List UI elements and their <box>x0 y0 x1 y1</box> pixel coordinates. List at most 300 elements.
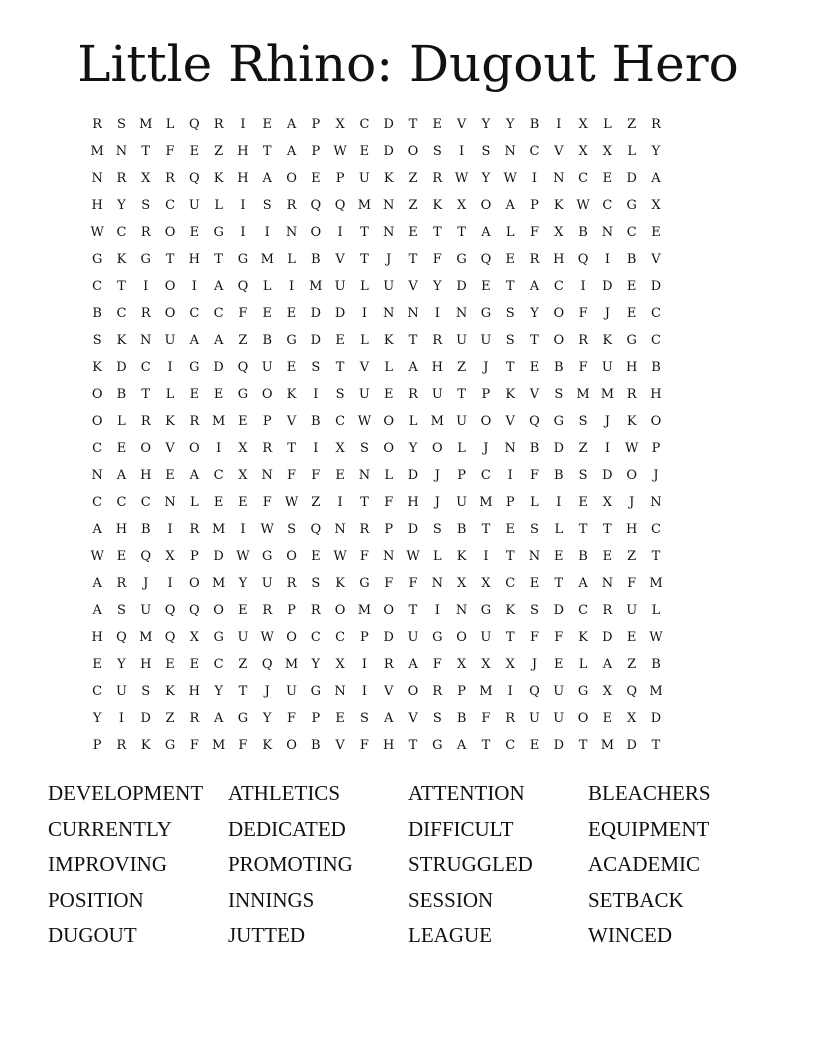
grid-letter: L <box>505 225 515 240</box>
grid-letter: W <box>90 225 104 240</box>
grid-letter: B <box>651 360 661 375</box>
grid-letter: T <box>432 225 442 240</box>
grid-letter: U <box>553 711 565 726</box>
grid-row <box>85 408 733 435</box>
grid-letter: O <box>91 387 103 402</box>
grid-letter: T <box>578 738 588 753</box>
grid-letter: V <box>456 117 467 132</box>
grid-letter: M <box>357 198 372 213</box>
grid-letter: B <box>311 252 321 267</box>
grid-letter: F <box>384 576 394 591</box>
grid-letter: A <box>286 117 297 132</box>
grid-row <box>85 327 733 354</box>
grid-letter: B <box>578 225 588 240</box>
word-list-item: ATHLETICS <box>228 781 340 805</box>
grid-letter: S <box>359 711 369 726</box>
grid-letter: D <box>553 603 564 618</box>
grid-letter: Y <box>311 657 321 672</box>
grid-letter: O <box>626 468 638 483</box>
grid-letter: P <box>92 738 102 753</box>
grid-letter: I <box>459 144 465 159</box>
grid-letter: R <box>140 414 151 429</box>
grid-letter: E <box>481 279 491 294</box>
grid-letter: N <box>504 441 516 456</box>
grid-letter: O <box>480 198 492 213</box>
grid-letter: K <box>213 171 224 186</box>
grid-letter: H <box>650 387 662 402</box>
grid-letter: P <box>384 522 394 537</box>
grid-letter: W <box>454 171 469 186</box>
grid-letter: S <box>141 198 151 213</box>
grid-letter: Y <box>651 144 661 159</box>
grid-letter: Z <box>311 495 321 510</box>
grid-letter: C <box>92 441 103 456</box>
grid-letter: U <box>286 684 297 699</box>
grid-letter: N <box>164 495 176 510</box>
grid-letter: F <box>529 225 539 240</box>
grid-letter: C <box>92 684 103 699</box>
grid-letter: P <box>360 630 369 645</box>
grid-letter: U <box>358 171 370 186</box>
grid-letter: J <box>629 495 635 510</box>
grid-letter: S <box>311 576 321 591</box>
grid-letter: P <box>481 387 491 402</box>
grid-letter: P <box>189 549 199 564</box>
grid-letter: M <box>600 387 615 402</box>
grid-letter: R <box>505 711 516 726</box>
grid-letter: T <box>214 252 223 267</box>
word-list-item: WINCED <box>588 923 672 947</box>
grid-letter: E <box>626 279 637 294</box>
grid-letter: G <box>310 684 322 699</box>
grid-letter: I <box>361 306 367 321</box>
grid-letter: Q <box>529 414 540 429</box>
grid-letter: E <box>238 495 248 510</box>
grid-letter: V <box>359 360 370 375</box>
grid-letter: D <box>383 144 394 159</box>
grid-letter: S <box>116 603 126 618</box>
grid-letter: C <box>116 225 127 240</box>
grid-letter: E <box>602 549 613 564</box>
grid-letter: M <box>139 117 153 132</box>
grid-letter: O <box>310 225 322 240</box>
grid-letter: F <box>311 468 321 483</box>
grid-letter: P <box>287 603 296 618</box>
word-list-item: PROMOTING <box>228 852 353 876</box>
grid-letter: E <box>189 225 200 240</box>
grid-letter: O <box>286 630 297 645</box>
grid-letter: N <box>528 549 541 564</box>
grid-letter: D <box>602 279 613 294</box>
grid-letter: D <box>650 711 662 726</box>
grid-letter: R <box>213 117 224 132</box>
grid-letter: O <box>189 441 200 456</box>
grid-letter: C <box>140 360 151 375</box>
word-list-item: EQUIPMENT <box>588 816 710 841</box>
grid-row <box>85 489 733 516</box>
grid-letter: U <box>553 684 565 699</box>
grid-letter: N <box>358 468 371 483</box>
grid-letter: C <box>602 198 613 213</box>
grid-letter: E <box>238 603 248 618</box>
grid-letter: X <box>456 198 467 213</box>
grid-letter: F <box>408 576 418 591</box>
grid-letter: Y <box>262 711 272 726</box>
grid-letter: C <box>578 603 589 618</box>
grid-letter: R <box>432 171 443 186</box>
grid-letter: M <box>649 684 663 699</box>
grid-letter: M <box>357 603 372 618</box>
grid-letter: X <box>141 171 151 186</box>
grid-letter: F <box>262 495 272 510</box>
grid-letter: A <box>213 333 224 348</box>
grid-letter: D <box>602 468 613 483</box>
grid-letter: C <box>335 630 346 645</box>
grid-letter: U <box>358 387 370 402</box>
grid-letter: D <box>383 630 394 645</box>
grid-letter: C <box>213 306 224 321</box>
grid-letter: K <box>165 684 175 699</box>
grid-letter: C <box>165 198 176 213</box>
grid-letter: I <box>556 117 562 132</box>
grid-letter: M <box>309 279 323 294</box>
grid-letter: I <box>313 387 319 402</box>
grid-letter: E <box>335 468 345 483</box>
grid-letter: X <box>335 441 345 456</box>
grid-letter: E <box>505 522 515 537</box>
grid-letter: W <box>406 549 420 564</box>
grid-letter: U <box>261 576 273 591</box>
grid-letter: O <box>383 414 395 429</box>
grid-letter: C <box>92 495 103 510</box>
grid-letter: B <box>116 387 127 402</box>
grid-letter: G <box>237 711 249 726</box>
grid-letter: R <box>116 171 127 186</box>
grid-letter: L <box>432 549 442 564</box>
grid-row <box>85 624 733 651</box>
grid-letter: I <box>240 522 246 537</box>
grid-letter: F <box>578 360 588 375</box>
grid-letter: Q <box>480 252 492 267</box>
grid-letter: V <box>651 252 661 267</box>
grid-row <box>85 165 733 192</box>
grid-letter: G <box>432 630 443 645</box>
grid-row <box>85 678 733 705</box>
grid-letter: E <box>165 468 175 483</box>
grid-letter: N <box>91 468 103 483</box>
grid-letter: Q <box>189 117 200 132</box>
word-list-item: DIFFICULT <box>408 816 514 841</box>
letter-grid <box>85 111 733 759</box>
grid-letter: B <box>311 414 321 429</box>
grid-letter: S <box>530 603 539 618</box>
grid-letter: K <box>456 549 467 564</box>
grid-letter: N <box>115 144 128 159</box>
grid-letter: J <box>483 441 489 456</box>
grid-letter: K <box>505 387 516 402</box>
grid-letter: S <box>505 306 515 321</box>
grid-letter: T <box>408 603 418 618</box>
word-list-item: LEAGUE <box>408 923 492 947</box>
grid-letter: G <box>237 387 249 402</box>
grid-letter: U <box>140 603 152 618</box>
grid-letter: D <box>626 738 637 753</box>
grid-letter: I <box>264 225 270 240</box>
grid-letter: M <box>479 684 493 699</box>
grid-letter: O <box>213 603 224 618</box>
grid-letter: A <box>651 171 661 186</box>
grid-letter: A <box>505 198 515 213</box>
grid-letter: L <box>117 414 126 429</box>
grid-letter: H <box>626 522 638 537</box>
grid-letter: E <box>116 549 127 564</box>
grid-letter: Q <box>164 603 176 618</box>
grid-letter: F <box>238 738 248 753</box>
grid-letter: T <box>651 549 661 564</box>
grid-letter: S <box>311 360 321 375</box>
grid-letter: S <box>505 333 515 348</box>
grid-row <box>85 543 733 570</box>
grid-letter: H <box>237 171 249 186</box>
grid-letter: M <box>479 495 493 510</box>
grid-letter: S <box>92 333 102 348</box>
grid-letter: T <box>408 117 418 132</box>
grid-letter: G <box>213 630 224 645</box>
grid-letter: A <box>602 657 613 672</box>
grid-letter: V <box>286 414 297 429</box>
grid-letter: C <box>335 414 346 429</box>
grid-row <box>85 138 733 165</box>
grid-letter: R <box>286 198 297 213</box>
grid-letter: X <box>602 144 613 159</box>
grid-letter: H <box>140 468 152 483</box>
grid-letter: E <box>408 225 418 240</box>
grid-letter: L <box>384 360 394 375</box>
grid-letter: B <box>554 360 564 375</box>
grid-letter: R <box>286 576 297 591</box>
grid-letter: X <box>578 117 588 132</box>
grid-letter: I <box>118 711 125 726</box>
grid-letter: E <box>602 711 613 726</box>
grid-letter: R <box>262 441 273 456</box>
grid-letter: L <box>360 279 369 294</box>
grid-letter: I <box>337 495 343 510</box>
grid-letter: C <box>626 225 637 240</box>
grid-letter: I <box>240 198 246 213</box>
grid-letter: S <box>578 414 588 429</box>
grid-letter: A <box>262 171 272 186</box>
grid-letter: C <box>92 279 103 294</box>
grid-letter: C <box>505 576 516 591</box>
grid-letter: Y <box>214 684 223 699</box>
grid-letter: T <box>408 333 418 348</box>
grid-letter: I <box>167 576 173 591</box>
grid-letter: R <box>189 711 200 726</box>
grid-letter: I <box>531 171 538 186</box>
grid-letter: K <box>578 630 588 645</box>
grid-letter: Z <box>238 333 248 348</box>
grid-letter: M <box>139 630 153 645</box>
grid-letter: H <box>237 144 249 159</box>
grid-letter: D <box>383 117 394 132</box>
grid-letter: N <box>334 522 346 537</box>
grid-letter: A <box>92 603 102 618</box>
grid-letter: G <box>626 198 637 213</box>
grid-letter: I <box>313 441 319 456</box>
grid-letter: G <box>456 252 467 267</box>
grid-letter: T <box>578 522 588 537</box>
grid-letter: E <box>335 711 345 726</box>
grid-row <box>85 435 733 462</box>
grid-letter: N <box>431 576 443 591</box>
grid-letter: B <box>626 252 637 267</box>
grid-letter: T <box>408 252 418 267</box>
grid-letter: G <box>577 684 589 699</box>
grid-letter: E <box>626 306 637 321</box>
grid-letter: N <box>553 171 565 186</box>
grid-letter: U <box>261 360 273 375</box>
grid-letter: I <box>216 441 222 456</box>
grid-letter: I <box>483 549 489 564</box>
grid-letter: L <box>190 495 199 510</box>
grid-letter: P <box>335 171 345 186</box>
grid-letter: X <box>602 495 613 510</box>
grid-letter: J <box>604 306 610 321</box>
grid-letter: J <box>531 657 538 672</box>
grid-letter: S <box>432 522 442 537</box>
grid-letter: X <box>238 441 248 456</box>
grid-letter: S <box>116 117 126 132</box>
grid-letter: K <box>383 333 394 348</box>
grid-letter: X <box>651 198 661 213</box>
grid-letter: N <box>140 333 152 348</box>
grid-letter: V <box>408 279 418 294</box>
grid-letter: E <box>529 360 540 375</box>
grid-letter: U <box>164 333 176 348</box>
grid-letter: N <box>407 306 419 321</box>
grid-letter: R <box>408 387 418 402</box>
grid-letter: V <box>384 684 394 699</box>
grid-letter: I <box>191 279 197 294</box>
grid-letter: V <box>165 441 175 456</box>
grid-letter: T <box>481 738 491 753</box>
grid-letter: N <box>383 198 395 213</box>
grid-letter: A <box>384 711 394 726</box>
grid-letter: E <box>554 657 564 672</box>
grid-letter: E <box>602 171 613 186</box>
grid-letter: O <box>189 576 200 591</box>
grid-letter: J <box>483 360 489 375</box>
grid-letter: F <box>529 630 539 645</box>
grid-letter: I <box>167 522 173 537</box>
grid-letter: S <box>262 198 272 213</box>
grid-letter: O <box>407 144 419 159</box>
grid-letter: T <box>408 738 418 753</box>
grid-letter: Z <box>408 171 418 186</box>
grid-letter: S <box>530 522 539 537</box>
grid-letter: E <box>335 333 345 348</box>
grid-letter: J <box>264 684 270 699</box>
grid-letter: B <box>140 522 151 537</box>
grid-letter: R <box>602 603 613 618</box>
grid-letter: N <box>455 603 468 618</box>
grid-letter: J <box>143 576 149 591</box>
grid-letter: F <box>578 306 588 321</box>
grid-letter: V <box>505 414 515 429</box>
grid-letter: B <box>578 549 588 564</box>
grid-letter: M <box>649 576 663 591</box>
grid-letter: A <box>213 279 224 294</box>
grid-letter: I <box>604 441 610 456</box>
grid-letter: W <box>357 414 372 429</box>
word-list-item: POSITION <box>48 887 144 912</box>
grid-letter: F <box>384 495 394 510</box>
grid-letter: B <box>92 306 102 321</box>
grid-letter: C <box>213 657 224 672</box>
grid-letter: T <box>360 252 369 267</box>
grid-letter: F <box>238 306 248 321</box>
grid-letter: R <box>140 225 151 240</box>
word-list-item: CURRENTLY <box>48 816 172 841</box>
grid-letter: X <box>627 711 637 726</box>
grid-letter: T <box>481 522 491 537</box>
grid-row <box>85 597 733 624</box>
grid-letter: F <box>189 738 199 753</box>
grid-row <box>85 192 733 219</box>
page-title: Little Rhino: Dugout Hero <box>77 35 739 93</box>
grid-letter: H <box>188 684 200 699</box>
grid-letter: W <box>576 198 590 213</box>
grid-letter: L <box>408 414 418 429</box>
grid-letter: W <box>503 171 517 186</box>
grid-letter: X <box>481 657 491 672</box>
grid-letter: G <box>553 414 564 429</box>
grid-letter: T <box>457 387 466 402</box>
grid-letter: I <box>604 252 610 267</box>
grid-letter: I <box>361 684 367 699</box>
grid-letter: A <box>529 279 540 294</box>
grid-letter: I <box>337 225 343 240</box>
word-list-item: STRUGGLED <box>408 852 533 876</box>
grid-letter: Q <box>310 198 322 213</box>
grid-letter: G <box>432 738 443 753</box>
grid-letter: E <box>626 630 637 645</box>
grid-letter: B <box>529 441 540 456</box>
grid-letter: T <box>505 630 515 645</box>
grid-letter: R <box>529 252 540 267</box>
grid-letter: Y <box>481 117 491 132</box>
grid-letter: E <box>529 576 540 591</box>
grid-letter: E <box>311 549 321 564</box>
grid-letter: I <box>167 360 173 375</box>
grid-letter: O <box>383 441 395 456</box>
grid-letter: P <box>311 144 321 159</box>
grid-letter: J <box>386 252 392 267</box>
grid-letter: X <box>335 657 345 672</box>
grid-letter: A <box>456 738 467 753</box>
grid-letter: W <box>284 495 299 510</box>
grid-letter: D <box>626 171 637 186</box>
grid-letter: Z <box>627 549 637 564</box>
grid-letter: A <box>189 333 200 348</box>
grid-letter: M <box>284 657 299 672</box>
grid-letter: M <box>600 738 615 753</box>
grid-letter: S <box>335 387 345 402</box>
grid-letter: N <box>91 171 103 186</box>
grid-letter: U <box>480 630 492 645</box>
grid-letter: M <box>260 252 274 267</box>
grid-letter: G <box>480 603 492 618</box>
